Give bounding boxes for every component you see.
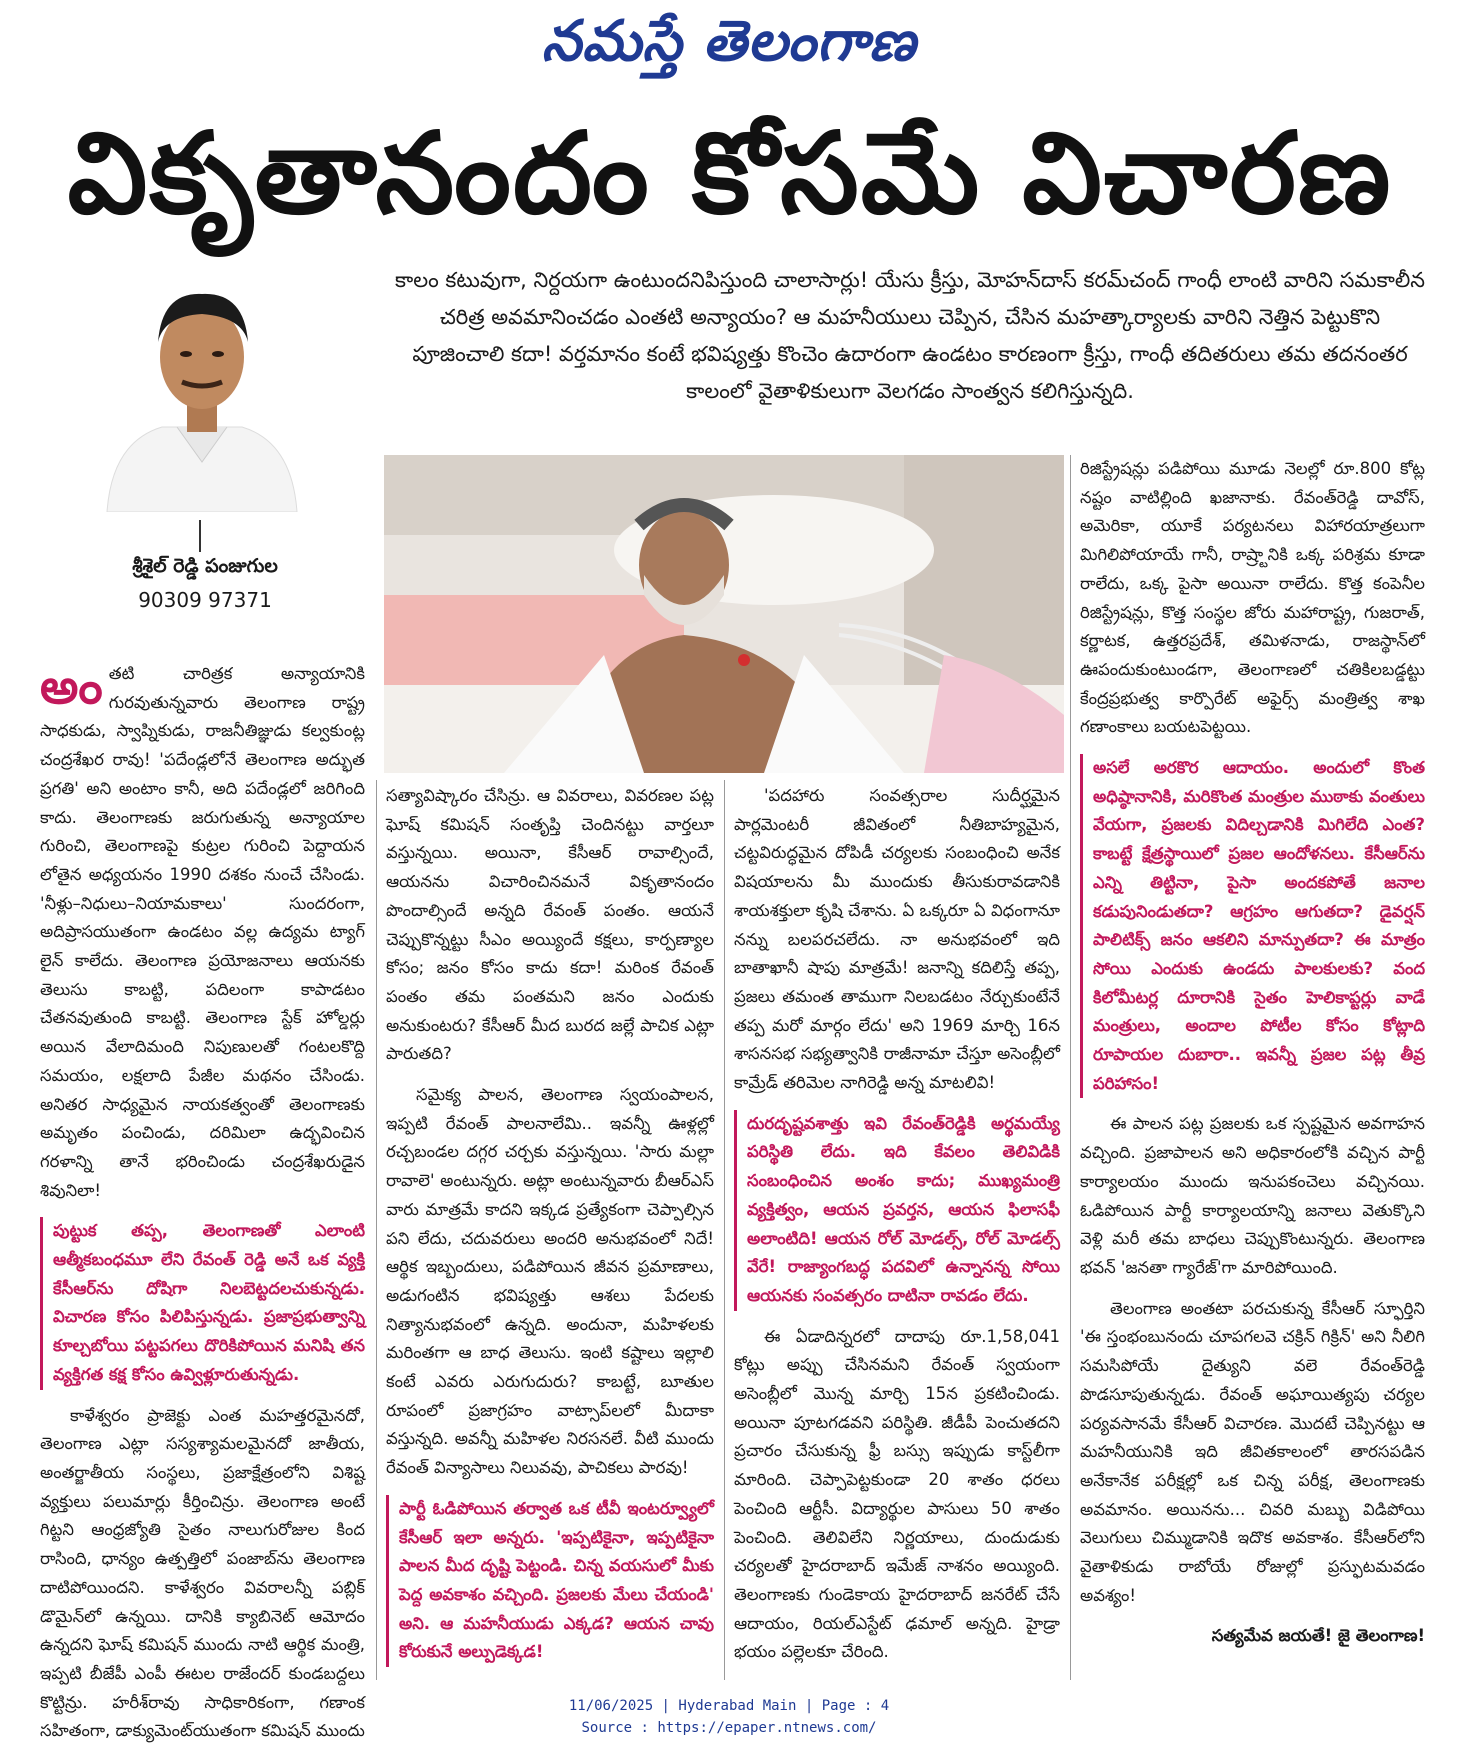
- author-photo: [92, 272, 312, 512]
- pull-quote-2: పార్టీ ఓడిపోయిన తర్వాత ఒక టీవీ ఇంటర్వ్యూలో కేసీఆర్ ఇలా అన్నరు. 'ఇప్పటికైనా, ఇప్పటికైనా పాలన మీద దృష్టి పెట్టండి. చిన్న వయసులో మీకు పెద్ద అవకాశం వచ్చింది. ప్రజలకు మేలు చేయండి' అని. ఆ మహనీయుడు ఎక్కడ? ఆయన చావు కోరుకునే అల్పుడెక్కడ!: [386, 1495, 714, 1667]
- column-3-paragraph-2: ఈ ఏడాదిన్నరలో దాదాపు రూ.1,58,041 కోట్లు అప్పు చేసినమని రేవంత్ స్వయంగా అసెంబ్లీలో మొన్న మార్చి 15న ప్రకటించిండు. అయినా పూటగడవని పరిస్థితి. జీడీపీ పెంచుతదని ప్రచారం చేసుకున్న ఫ్రీ బస్సు ఇప్పుడు కాస్ట్‌లీగా మారింది. చెప్పాపెట్టకుండా 20 శాతం ధరలు పెంచింది ఆర్టీసీ. విద్యార్థుల పాసులు 50 శాతం పెంచింది. తెలివిలేని నిర్ణయాలు, దుందుడుకు చర్యలతో హైదరాబాద్ ఇమేజ్ నాశనం అయ్యింది. తెలంగాణకు గుండెకాయ హైదరాబాద్ జనరేట్ చేసే ఆదాయం, రియల్ఎస్టేట్ ఢమాల్ అన్నది. హైడ్రా భయం పల్లెలకూ చేరింది.: [734, 1326, 1060, 1662]
- column-3: [734, 782, 1060, 1679]
- author-name: శ్రీశైల్ రెడ్డి పంజుగుల: [132, 555, 278, 577]
- column-4: [1080, 455, 1425, 1663]
- intro-paragraph: కాలం కటువుగా, నిర్దయగా ఉంటుందనిపిస్తుంది చాలాసార్లు! యేసు క్రీస్తు, మోహన్‌దాస్ కరమ్‌చంద్ గాంధీ లాంటి వారిని సమకాలీన చరిత్ర అవమానించడం ఎంతటి అన్యాయం? ఆ మహనీయులు చెప్పిన, చేసిన మహత్కార్యాలకు వారిని నెత్తిన పెట్టుకొని పూజించాలి కదా! వర్తమానం కంటే భవిష్యత్తు కొంచెం ఉదారంగా ఉండటం కారణంగా క్రీస్తు, గాంధీ తదితరులు తమ తదనంతర కాలంలో వైతాళికులుగా వెలగడం సాంత్వన కలిగిస్తున్నది.: [395, 268, 1425, 403]
- column-4-paragraph-1: రిజిస్ట్రేషన్లు పడిపోయి మూడు నెలల్లో రూ.800 కోట్ల నష్టం వాటిల్లింది ఖజానాకు. రేవంత్‌రెడ్డి దావోస్, అమెరికా, యూకే పర్యటనలు విహారయాత్రలుగా మిగిలిపోయాయే గానీ, రాష్ర్టానికి ఒక్క పరిశ్రమ కూడా రాలేదు, ఒక్క పైసా అయినా రాలేదు. కొత్త కంపెనీల రిజిస్ట్రేషన్లు, కొత్త సంస్థల జోరు మహారాష్ట్ర, గుజరాత్, కర్ణాటక, ఉత్తరప్రదేశ్, తమిళనాడు, రాజస్థాన్‌లో ఊపందుకుంటుండగా, తెలంగాణలో చతికిలబడ్డట్టు కేంద్రప్రభుత్వ కార్పొరేట్ అఫైర్స్ మంత్రిత్వ శాఖ గణాంకాలు బయటపెట్టయి.: [1080, 459, 1425, 737]
- page-footer: [0, 1695, 1458, 1739]
- column-2-paragraph-1: సత్యావిష్కారం చేసిన్రు. ఆ వివరాలు, వివరణల పట్ల ఘోష్ కమిషన్ సంతృప్తి చెందినట్టు వార్తలూ వస్తున్నయి. అయినా, కేసీఆర్ రావాల్సిందే, ఆయనను విచారించినమనే వికృతానందం పొందాల్సిందే అన్నది రేవంత్ పంతం. ఆయనే చెప్పుకొన్నట్టు సీఎం అయ్యిందే కక్షలు, కార్పణ్యాల కోసం; జనం కోసం కాదు కదా! మరింక రేవంత్ పంతం తమ పంతమని జనం ఎందుకు అనుకుంటరు? కేసీఆర్ మీద బురద జల్లే పాచిక ఎట్లా పారుతది?: [386, 786, 714, 1064]
- column-3-paragraph-1: 'పదహారు సంవత్సరాల సుదీర్ఘమైన పార్లమెంటరీ జీవితంలో నీతిబాహ్యమైన, చట్టవిరుద్ధమైన దోపిడీ చర్యలకు సంబంధించి అనేక విషయాలను మీ ముందుకు తీసుకురావడానికి శాయశక్తులా కృషి చేశాను. ఏ ఒక్కరూ ఏ విధంగానూ నన్ను బలపరచలేదు. నా అనుభవంలో ఇది బాతాఖానీ షాపు మాత్రమే! జనాన్ని కదిలిస్తే తప్ప, ప్రజలు తమంత తాముగా నిలబడటం నేర్చుకుంటేనే తప్ప మరో మార్గం లేదు' అని 1969 మార్చి 16న శాసనసభ సభ్యత్వానికి రాజీనామా చేస్తూ అసెంబ్లీలో కామ్రేడ్ తరిమెల నాగిరెడ్డి అన్న మాటలివి!: [734, 786, 1060, 1093]
- dropcap: అం: [40, 659, 103, 715]
- author-divider: [199, 520, 201, 552]
- headline: వికృతానందం కోసమే విచారణ: [67, 109, 1393, 239]
- pull-quote-3: దురదృష్టవశాత్తు ఇవి రేవంత్‌రెడ్డికి అర్థమయ్యే పరిస్థితి లేదు. ఇది కేవలం తెలివిడికి సంబంధించిన అంశం కాదు; ముఖ్యమంత్రి వ్యక్తిత్వం, ఆయన ప్రవర్తన, ఆయన ఫిలాసఫీ అలాంటిది! ఆయన రోల్ మోడల్స్, రోల్ మోడల్స్ వేరే! రాజ్యాంగబద్ధ పదవిలో ఉన్నానన్న సోయి ఆయనకు సంవత్సరం దాటినా రావడం లేదు.: [734, 1110, 1060, 1311]
- news-photo: [384, 455, 1064, 773]
- author-phone: 90309 97371: [138, 588, 272, 612]
- footer-edition-info: 11/06/2025 | Hyderabad Main | Page : 4: [568, 1698, 890, 1714]
- column-4-paragraph-2: ఈ పాలన పట్ల ప్రజలకు ఒక స్పష్టమైన అవగాహన వచ్చింది. ప్రజాపాలన అని అధికారంలోకి వచ్చిన పార్టీ కార్యాలయం ముందు ఇనుపకంచెలు వచ్చినయి. ఓడిపోయిన పార్టీ కార్యాలయాన్ని జనాలు వెతుక్కొని వెళ్లి మరీ తమ బాధలు చెప్పుకొంటున్నరు. తెలంగాణ భవన్ 'జనతా గ్యారేజ్'గా మారిపోయింది.: [1080, 1114, 1425, 1277]
- column-2: [386, 782, 714, 1679]
- column-2-paragraph-2: సమైక్య పాలన, తెలంగాణ స్వయంపాలన, ఇప్పటి రేవంత్ పాలనాలేమి.. ఇవన్నీ ఊళ్లల్లో రచ్చబండల దగ్గర చర్చకు వస్తున్నయి. 'సారు మల్లా రావాలె' అంటున్నరు. అట్లా అంటున్నవారు బీఆర్ఎస్ వారు మాత్రమే కాదని ఇక్కడ ప్రత్యేకంగా చెప్పాల్సిన పని లేదు, చదువరులు అందరి అనుభవంలో నిదే! ఆర్థిక ఇబ్బందులు, పడిపోయిన జీవన ప్రమాణాలు, అడుగంటిన భవిష్యత్తు ఆశలు పేదలకు నిత్యానుభవంలో ఉన్నది. అందునా, మహిళలకు మరింతగా ఆ బాధ తెలుసు. ఇంటి కష్టాలు ఇల్లాలి కంటే ఎవరు ఎరుగుదురు? కాబట్టే, బూతుల రూపంలో ప్రజాగ్రహం వాట్సాప్‌లలో మీదాకా వస్తున్నది. అవన్నీ మహిళల నిరసనలే. వీటి ముందు రేవంత్ విన్యాసాలు నిలువవు, పాచికలు పారవు!: [386, 1085, 714, 1478]
- closing-slogan: సత్యమేవ జయతే! జై తెలంగాణ!: [1211, 1626, 1425, 1646]
- column-1-paragraph-1: అంతటి చారిత్రక అన్యాయానికి గురవుతున్నవారు తెలంగాణ రాష్ట్ర సాధకుడు, స్వాప్నికుడు, రాజనీతిజ్ఞుడు కల్వకుంట్ల చంద్రశేఖర రావు! 'పదేండ్లలోనే తెలంగాణ అద్భుత ప్రగతి' అని అంటాం కానీ, అది పదేండ్లలో జరిగింది కాదు. తెలంగాణకు జరుగుతున్న అన్యాయాల గురించి, తెలంగాణపై కుట్రల గురించి పెద్దాయన లోతైన అధ్యయనం 1990 దశకం నుంచే చేసిండు. 'నీళ్లు–నిధులు–నియామకాలు' సుందరంగా, అదిప్రాసయుతంగా ఉండటం వల్ల ఉద్యమ ట్యాగ్ లైన్ కాలేదు. తెలంగాణ ప్రయోజనాలు ఆయనకు తెలుసు కాబట్టి, పదిలంగా కాపాడటం చేతనవుతుంది కాబట్టి. తెలంగాణ స్టేక్ హోల్డర్లు అయిన వేలాదిమంది నిపుణులతో గంటలకొద్ది సమయం, లక్షలాది పేజీల మథనం చేసిండు. అనితర సాధ్యమైన నాయకత్వంతో తెలంగాణకు అమృతం పంచిండు, దరిమిలా ఉద్భవించిన గరళాన్ని తానే భరించిండు చంద్రశేఖరుడైన శివునిలా!: [40, 659, 365, 1200]
- column-1-paragraph-2: కాళేశ్వరం ప్రాజెక్టు ఎంత మహత్తరమైనదో, తెలంగాణ ఎట్లా సస్యశ్యామలమైనదో జాతీయ, అంతర్జాతీయ సంస్థలు, ప్రజాక్షేత్రంలోని విశిష్ట వ్యక్తులు పలుమార్లు కీర్తించిన్రు. తెలంగాణ అంటే గిట్టని ఆంధ్రజ్యోతి సైతం నాలుగురోజుల కింద రాసింది, ధాన్యం ఉత్పత్తిలో పంజాబ్‌ను తెలంగాణ దాటిపోయిందని. కాళేశ్వరం వివరాలన్నీ పబ్లిక్ డొమైన్‌లో ఉన్నయి. దానికి క్యాబినెట్ ఆమోదం ఉన్నదని ఘోష్ కమిషన్ ముందు నాటి ఆర్థిక మంత్రి, ఇప్పటి బీజేపీ ఎంపీ ఈటల రాజేందర్ కుండబద్దలు కొట్టిన్రు. హరీశ్‌రావు సాధికారికంగా, గణాంక సహితంగా, డాక్యుమెంట్‌యుతంగా కమిషన్ ముందు: [40, 1405, 365, 1741]
- footer-source-link[interactable]: Source : https://epaper.ntnews.com/: [581, 1720, 877, 1736]
- pull-quote-4: అసలే అరకొర ఆదాయం. అందులో కొంత అధిష్ఠానానికి, మరికొంత మంత్రుల ముఠాకు వంతులు వేయగా, ప్రజలకు విదిల్చడానికి మిగిలేది ఎంత? కాబట్టే క్షేత్రస్థాయిలో ప్రజల ఆందోళనలు. కేసీఆర్‌ను ఎన్ని తిట్టినా, పైసా అందకపోతే జనాల కడుపునిండుతదా? ఆగ్రహం ఆగుతదా? డైవర్షన్ పాలిటిక్స్ జనం ఆకలిని మాన్పుతదా? ఈ మాత్రం సోయి ఎందుకు ఉండదు పాలకులకు? వంద కిలోమీటర్ల దూరానికి సైతం హెలికాప్టర్లు వాడే మంత్రులు, అందాల పోటీల కోసం కోట్లాది రూపాయల దుబారా.. ఇవన్నీ ప్రజల పట్ల తీవ్ర పరిహాసం!: [1080, 754, 1425, 1098]
- masthead-logo: నమస్తే తెలంగాణ: [541, 8, 917, 74]
- pull-quote-1: పుట్టుక తప్ప, తెలంగాణతో ఎలాంటి ఆత్మీకబంధమూ లేని రేవంత్ రెడ్డి అనే ఒక వ్యక్తి కేసీఆర్‌ను దోషిగా నిలబెట్టదలచుకున్నడు. విచారణ కోసం పిలిపిస్తున్నడు. ప్రజాప్రభుత్వాన్ని కూల్చబోయి పట్టపగలు దొరికిపోయిన మనిషి తన వ్యక్తిగత కక్ష కోసం ఉవ్విళ్లూరుతున్నడు.: [40, 1217, 365, 1389]
- column-4-paragraph-3: తెలంగాణ అంతటా పరచుకున్న కేసీఆర్ స్ఫూర్తిని 'ఈ స్తంభంబునందు చూపగలవె చక్రిన్ గిక్రిన్' అని నీలిగి సమసిపోయే దైత్యుని వలె రేవంత్‌రెడ్డి పొడసూపుతున్నడు. రేవంత్ అఘాయిత్యపు చర్యల పర్యవసానమే కేసీఆర్ విచారణ. మొదటే చెప్పినట్టు ఆ మహనీయునికి ఇది జీవితకాలంలో తారసపడిన అనేకానేక పరీక్షల్లో ఒక చిన్న పరీక్ష, తెలంగాణకు అవమానం. అయినను... చివరి మబ్బు విడిపోయి వెలుగులు చిమ్ముడానికి ఇదొక అవకాశం. కేసీఆర్‌లోని వైతాళికుడు రాబోయే రోజుల్లో ప్రస్ఫుటమవడం అవశ్యం!: [1080, 1298, 1425, 1605]
- column-1: [40, 660, 365, 1758]
